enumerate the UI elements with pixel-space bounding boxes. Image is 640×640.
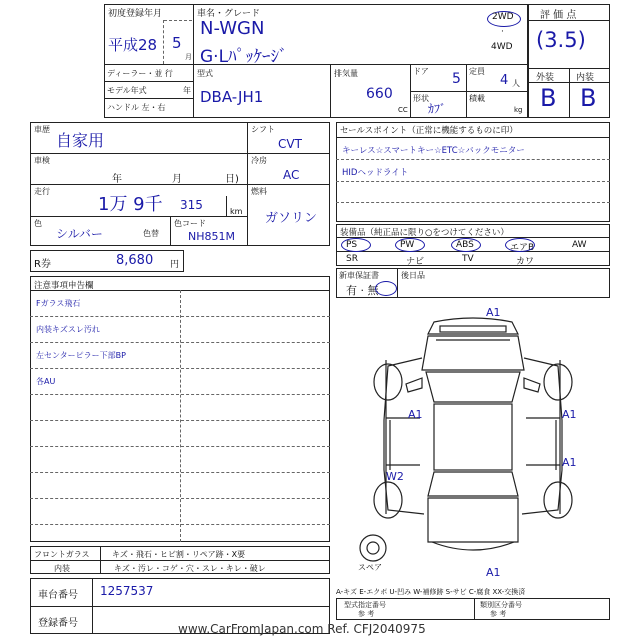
equipment-circle [451, 238, 481, 252]
fuel-label: 燃料 [251, 187, 267, 196]
note-4: 各AU [36, 377, 56, 386]
equipment-item: ABS [456, 240, 474, 250]
vehicle-type: DBA-JH1 [200, 88, 264, 106]
rating-overall: (3.5) [536, 28, 586, 52]
color-label: 色 [34, 219, 42, 228]
recycle-unit: 円 [170, 260, 180, 270]
drive-2wd: 2WD [492, 12, 514, 22]
type-designation-label: 型式指定番号 [344, 601, 386, 609]
color-code-label: 色コード [174, 219, 206, 228]
doors-label: ドア [413, 67, 429, 76]
capacity: 4 [500, 73, 509, 88]
front-glass-label: フロントガラス [34, 550, 90, 559]
rating-exterior: B [540, 84, 557, 112]
color-change-label: 色替 [143, 229, 159, 238]
equipment-item: ナビ [406, 257, 425, 267]
model-year-label: モデル年式 [107, 86, 147, 95]
equipment-item: TV [462, 254, 474, 264]
displacement-label: 排気量 [334, 69, 358, 78]
model-year-unit: 年 [183, 86, 191, 95]
body-shape: ｶﾌﾞ [428, 102, 447, 116]
damage-mark-left-door: A1 [408, 408, 423, 421]
equipment-circle [395, 238, 425, 252]
drive-4wd: 4WD [491, 42, 513, 52]
shift-label: シフト [251, 125, 275, 134]
inspection-day-unit: 日) [225, 174, 239, 185]
capacity-label: 定員 [469, 67, 485, 76]
mileage-unit: km [230, 207, 243, 216]
interior-options: キズ・汚レ・コゲ・穴・スレ・キレ・破レ [114, 564, 266, 573]
body-label: 形状 [413, 94, 429, 103]
top-frame [104, 4, 528, 118]
notes-label: 注意事項申告欄 [34, 281, 94, 291]
shift: CVT [278, 137, 302, 151]
selling-points-label: セールスポイント（正常に機能するものに印） [340, 126, 518, 136]
displacement-unit: CC [398, 106, 408, 114]
drive-dot: · [501, 27, 504, 37]
reg-number-label: 登録番号 [38, 618, 78, 629]
warranty-value: 有 · 無 [346, 284, 379, 297]
car-diagram [336, 300, 610, 585]
notes-line [30, 472, 330, 473]
notes-line [30, 524, 330, 525]
equipment-label: 装備品（純正品に限り○をつけてください） [340, 228, 509, 238]
note-3: 左センターピラー下部BP [36, 351, 126, 360]
interior-label: 内装 [54, 564, 70, 573]
handle-label: ハンドル 左・右 [107, 103, 166, 112]
equipment-item: カワ [516, 257, 535, 267]
color: シルバー [56, 227, 103, 241]
rating-interior-label: 内装 [576, 73, 595, 83]
registration-label: 初度登録年月 [108, 9, 163, 19]
aircon-label: 冷房 [251, 156, 267, 165]
equipment-circle [341, 238, 371, 252]
warranty-label: 新車保証書 [339, 271, 379, 280]
notes-line [30, 498, 330, 499]
type-label: 型式 [197, 69, 213, 78]
mileage-label: 走行 [34, 187, 50, 196]
registration-era: 平成28 [108, 36, 158, 54]
damage-codes-legend: A-キズ E-エクボ U-凹み W-補修跡 S-サビ C-腐食 XX-交換済 [336, 588, 526, 596]
load-unit: kg [514, 106, 523, 114]
aircon: AC [283, 168, 300, 182]
notes-line [30, 394, 330, 395]
equipment-circle [505, 238, 535, 252]
damage-mark-right-door-rear: A1 [562, 456, 577, 469]
doors: 5 [452, 71, 461, 87]
selling-point-2: HIDヘッドライト [342, 168, 409, 178]
notes-line [30, 316, 330, 317]
category-ref: 参 考 [490, 610, 507, 618]
equipment-item: AW [572, 240, 587, 250]
inspection-year-unit: 年 [112, 174, 122, 185]
damage-mark-rear: A1 [486, 566, 501, 579]
notes-line [30, 446, 330, 447]
equipment-item: エアB [510, 243, 535, 253]
warranty-circle [375, 281, 397, 296]
usage: 自家用 [56, 131, 105, 150]
spare-label: スペア [358, 563, 382, 572]
aftermarket-label: 後日品 [401, 271, 425, 280]
notes-line [30, 420, 330, 421]
inspection-label: 車検 [34, 156, 50, 165]
registration-month-unit: 月 [185, 53, 192, 61]
equipment-item: SR [346, 254, 358, 264]
fuel: ガソリン [265, 211, 318, 226]
chassis-label: 車台番号 [38, 590, 78, 601]
front-glass-options: キズ・飛石・ヒビ割・リペア跡・X要 [112, 550, 246, 559]
usage-label: 車歴 [34, 125, 50, 134]
rating-label: 評 価 点 [540, 10, 577, 21]
type-designation-ref: 参 考 [358, 610, 375, 618]
damage-mark-front: A1 [486, 306, 501, 319]
color-code: NH851M [188, 230, 235, 243]
displacement: 660 [366, 86, 393, 102]
inspection-month-unit: 月 [172, 174, 182, 185]
rating-interior: B [580, 84, 597, 112]
equipment-item: PW [400, 240, 415, 250]
capacity-unit: 人 [512, 79, 520, 88]
note-2: 内装キズスレ汚れ [36, 325, 100, 334]
selling-point-1: キーレス☆スマートキー☆ETC☆バックモニター [342, 146, 525, 156]
chassis-number: 1257537 [100, 584, 154, 598]
note-1: Fガラス飛石 [36, 299, 81, 308]
load-label: 積載 [469, 94, 485, 103]
watermark: www.CarFromJapan.com Ref. CFJ2040975 [178, 622, 426, 636]
damage-mark-right-door-front: A1 [562, 408, 577, 421]
model-name: N-WGN [200, 18, 265, 39]
equipment-item: PS [346, 240, 358, 250]
dealer-label: ディーラー・並 行 [107, 69, 173, 78]
mileage: 1万 9千 [98, 194, 163, 215]
notes-line [30, 342, 330, 343]
registration-month: 5 [172, 34, 182, 52]
recycle-frame [30, 250, 184, 272]
mileage-small: 315 [180, 198, 203, 212]
notes-line [30, 368, 330, 369]
category-label: 類別区分番号 [480, 601, 522, 609]
rating-exterior-label: 外装 [536, 73, 555, 83]
recycle-label: R券 [34, 259, 51, 270]
model-grade: G·Lﾊﾟｯｹｰｼﾞ [200, 47, 288, 67]
recycle-amount: 8,680 [116, 253, 154, 268]
damage-mark-left-rear: W2 [386, 470, 404, 483]
model-label: 車名・グレード [197, 9, 261, 19]
